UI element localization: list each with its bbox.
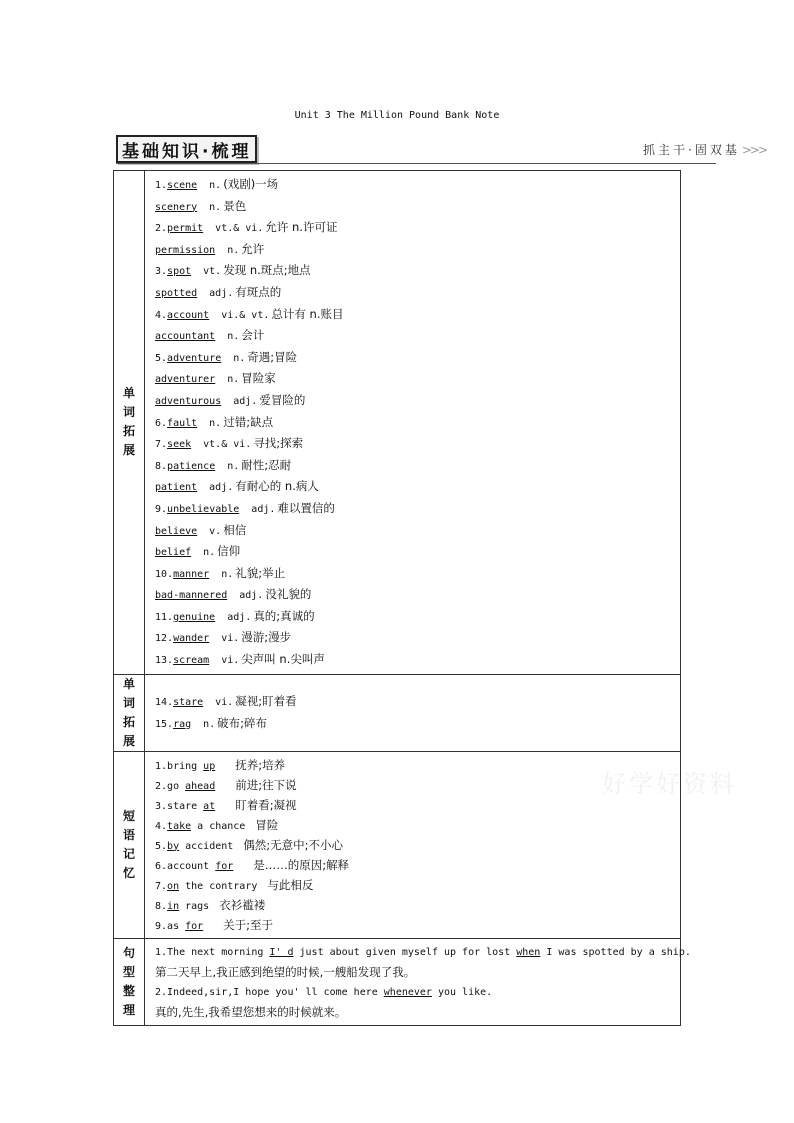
word-term: spot (167, 266, 192, 278)
word-item (155, 304, 680, 326)
section-label-sentences: 句 型 整 理 (114, 938, 145, 1025)
word-pos: vi. (221, 655, 240, 667)
chevrons-right-icon: >>> (741, 143, 766, 157)
phrase-text: stare (167, 800, 204, 812)
word-term: spotted (155, 287, 198, 299)
phrase-item (155, 895, 680, 915)
word-meaning: 没礼貌的 (265, 587, 312, 602)
section-phrases (114, 751, 681, 938)
sentence-2-zh: 真的,先生,我希望您想来的时候就来。 (155, 1004, 347, 1019)
word-term: manner (173, 568, 210, 580)
phrase-key: by (167, 840, 180, 852)
word-term: patience (167, 460, 216, 472)
word-number: 12. (155, 633, 174, 645)
word-term: seek (167, 439, 192, 451)
section-words-1 (114, 171, 681, 675)
word-item (155, 713, 680, 735)
phrase-item (155, 815, 680, 835)
word-term: belief (155, 547, 192, 559)
word-number: 8. (155, 460, 168, 472)
word-item (155, 347, 680, 369)
word-pos: n. (203, 718, 216, 730)
word-term: permit (167, 223, 204, 235)
phrase-number: 9. (155, 920, 168, 932)
word-meaning: 信仰 (217, 544, 241, 559)
phrase-text: rags (179, 900, 210, 912)
phrase-meaning: 前进;往下说 (235, 777, 297, 792)
word-item (155, 390, 680, 412)
word-meaning: 难以置信的 (277, 500, 335, 515)
word-meaning: 发现 n.斑点;地点 (223, 263, 311, 278)
word-meaning: 有斑点的 (235, 284, 282, 299)
word-item (155, 455, 680, 477)
word-pos: n. (227, 244, 240, 256)
word-meaning: 真的;真诚的 (253, 608, 315, 623)
word-term: stare (173, 697, 204, 709)
word-number: 7. (155, 439, 168, 451)
word-item (155, 433, 680, 455)
word-item (155, 563, 680, 585)
phrase-number: 6. (155, 860, 168, 872)
word-meaning: 过错;缺点 (223, 414, 274, 429)
phrase-text: as (167, 920, 186, 932)
word-term: bad-mannered (155, 590, 228, 602)
sentence-key: I' d (269, 946, 294, 958)
word-pos: n. (227, 331, 240, 343)
word-pos: adj. (233, 395, 258, 407)
word-meaning: 爱冒险的 (259, 392, 306, 407)
banner-slogan (643, 141, 766, 158)
word-pos: vt.& vi. (215, 223, 264, 235)
word-term: adventure (167, 352, 222, 364)
word-item (155, 368, 680, 390)
word-term: genuine (173, 611, 216, 623)
word-meaning: 奇遇;冒险 (247, 349, 298, 364)
banner-divider (116, 163, 716, 164)
phrase-number: 7. (155, 880, 168, 892)
word-term: unbelievable (167, 503, 240, 515)
word-term: believe (155, 525, 198, 537)
phrase-number: 5. (155, 840, 168, 852)
word-meaning: 允许 (241, 241, 265, 256)
word-item (155, 239, 680, 261)
word-meaning: 礼貌;举止 (235, 565, 286, 580)
word-list-2 (145, 674, 681, 751)
sentence-key: whenever (383, 986, 432, 998)
word-pos: n. (233, 352, 246, 364)
word-meaning: 冒险家 (241, 371, 276, 386)
word-pos: vt.& vi. (203, 439, 252, 451)
word-number: 3. (155, 266, 168, 278)
phrase-meaning: 衣衫褴褛 (219, 897, 266, 912)
phrase-text: go (167, 780, 186, 792)
word-item (155, 174, 680, 196)
sentence-1-zh: 第二天早上,我正感到绝望的时候,一艘船发现了我。 (155, 964, 416, 979)
sentence-key: when (516, 946, 541, 958)
word-pos: vi. (221, 633, 240, 645)
word-meaning: 破布;碎布 (217, 715, 268, 730)
word-term: patient (155, 482, 198, 494)
word-item (155, 520, 680, 542)
phrase-key: ahead (185, 780, 216, 792)
banner-slogan-text: 抓主干·固双基 (643, 143, 740, 157)
word-pos: adj. (239, 590, 264, 602)
word-pos: vt. (203, 266, 222, 278)
phrase-number: 8. (155, 900, 168, 912)
phrase-meaning: 是……的原因;解释 (253, 857, 350, 872)
phrase-meaning: 冒险 (255, 817, 279, 832)
word-item (155, 627, 680, 649)
banner-title-box (116, 135, 257, 163)
phrase-number: 2. (155, 780, 168, 792)
phrase-meaning: 偶然;无意中;不小心 (243, 837, 344, 852)
word-pos: v. (209, 525, 222, 537)
phrase-key: in (167, 900, 180, 912)
sentence-1-en: 1.The next morning I' d just about given myself up for lost when I was spotted by a ship. (155, 946, 691, 958)
word-number: 9. (155, 503, 168, 515)
phrase-text: account (167, 860, 216, 872)
word-term: permission (155, 244, 216, 256)
word-meaning: 景色 (223, 198, 247, 213)
sentence-list (145, 938, 691, 1025)
word-term: wander (173, 633, 210, 645)
word-pos: adj. (251, 503, 276, 515)
word-pos: n. (203, 547, 216, 559)
section-banner (116, 135, 766, 165)
word-meaning: 相信 (223, 522, 247, 537)
phrase-text: a chance (191, 820, 246, 832)
phrase-text: accident (179, 840, 234, 852)
word-meaning: 有耐心的 n.病人 (235, 479, 319, 494)
phrase-key: for (215, 860, 234, 872)
phrase-meaning: 盯着看;凝视 (235, 797, 297, 812)
word-pos: adj. (227, 611, 252, 623)
word-item (155, 282, 680, 304)
phrase-key: take (167, 820, 192, 832)
word-number: 1. (155, 180, 168, 191)
word-term: fault (167, 417, 198, 429)
word-term: scream (173, 655, 210, 667)
word-meaning: 凝视;盯着看 (235, 694, 297, 709)
word-number: 15. (155, 718, 174, 730)
word-term: adventurous (155, 395, 222, 407)
word-meaning: 总计有 n.账目 (271, 306, 344, 321)
word-term: accountant (155, 331, 216, 343)
phrase-text: the contrary (179, 880, 258, 892)
word-item (155, 498, 680, 520)
watermark: 好学好资料 (602, 770, 737, 798)
unit-title: Unit 3 The Million Pound Bank Note (294, 110, 500, 121)
phrase-meaning: 与此相反 (267, 877, 314, 892)
word-pos: adj. (209, 482, 234, 494)
phrase-key: up (203, 760, 216, 772)
word-item (155, 325, 680, 347)
section-words-2 (114, 674, 681, 751)
word-meaning: 会计 (241, 328, 265, 343)
word-item (155, 217, 680, 239)
phrase-key: for (185, 920, 204, 932)
word-meaning: 尖声叫 n.尖叫声 (241, 652, 325, 667)
word-number: 4. (155, 309, 168, 321)
knowledge-table (113, 170, 691, 1026)
word-meaning: (戏剧)一场 (223, 177, 279, 191)
word-item (155, 412, 680, 434)
word-number: 5. (155, 352, 168, 364)
word-number: 6. (155, 417, 168, 429)
word-pos: n. (221, 568, 234, 580)
word-item (155, 541, 680, 563)
word-pos: n. (209, 201, 222, 213)
section-label-words: 单 词 拓 展 (114, 171, 145, 675)
word-meaning: 寻找;探索 (253, 436, 304, 451)
word-item (155, 691, 680, 713)
word-item (155, 649, 680, 671)
banner-title: 基础知识·梳理 (122, 141, 252, 162)
word-pos: n. (227, 460, 240, 472)
phrase-number: 1. (155, 760, 168, 772)
phrase-key: at (203, 800, 216, 812)
word-number: 2. (155, 223, 168, 235)
word-item (155, 584, 680, 606)
word-meaning: 漫游;漫步 (241, 630, 292, 645)
word-list (145, 171, 681, 675)
word-pos: n. (209, 417, 222, 429)
section-sentences (114, 938, 681, 1025)
phrase-meaning: 关于;至于 (223, 917, 274, 932)
word-item (155, 196, 680, 218)
section-label-phrases: 短 语 记 忆 (114, 751, 145, 938)
word-meaning: 耐性;忍耐 (241, 457, 292, 472)
phrase-list (145, 751, 681, 938)
word-term: rag (173, 718, 192, 730)
word-item (155, 476, 680, 498)
phrase-meaning: 抚养;培养 (235, 757, 286, 772)
word-pos: vi. (215, 697, 234, 709)
word-item (155, 260, 680, 282)
sentence-2-en: 2.Indeed,sir,I hope you' ll come here whenever you like. (155, 986, 493, 998)
phrase-number: 3. (155, 800, 168, 812)
word-number: 13. (155, 655, 174, 667)
word-pos: adj. (209, 287, 234, 299)
word-number: 14. (155, 697, 174, 709)
word-term: scenery (155, 201, 198, 213)
phrase-number: 4. (155, 820, 168, 832)
word-pos: vi.& vt. (221, 309, 270, 321)
section-label-words-2: 单 词 拓 展 (114, 674, 145, 751)
word-item (155, 606, 680, 628)
word-pos: n. (227, 374, 240, 386)
phrase-key: on (167, 880, 180, 892)
phrase-item (155, 875, 680, 895)
phrase-item (155, 915, 680, 935)
word-pos: n. (209, 180, 222, 191)
word-term: scene (167, 180, 198, 191)
word-number: 10. (155, 568, 174, 580)
word-number: 11. (155, 611, 174, 623)
phrase-text: bring (167, 760, 204, 772)
word-term: adventurer (155, 374, 216, 386)
word-term: account (167, 309, 210, 321)
phrase-item (155, 855, 680, 875)
phrase-item (155, 835, 680, 855)
word-meaning: 允许 n.许可证 (265, 220, 338, 235)
